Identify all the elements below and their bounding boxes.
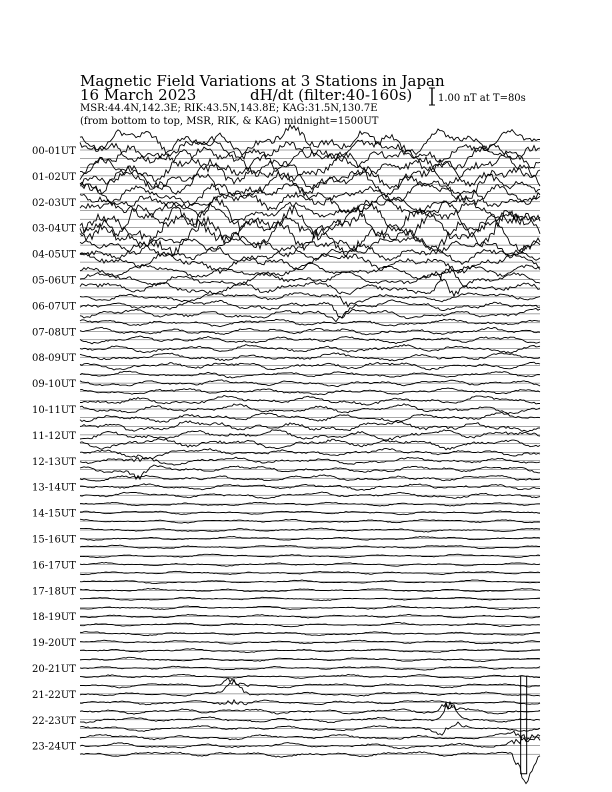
trace-rik (80, 327, 540, 335)
scale-label: 1.00 nT at T=80s (438, 93, 526, 104)
hour-label: 21-22UT (32, 689, 76, 701)
trace-kag (80, 678, 540, 688)
hour-label: 02-03UT (32, 197, 76, 209)
trace-rik (80, 272, 540, 297)
scale-bar (429, 88, 435, 105)
trace-rik (80, 404, 540, 414)
trace-kag (80, 125, 540, 156)
hour-label: 01-02UT (32, 171, 76, 183)
hour-label: 12-13UT (32, 456, 76, 468)
trace-kag (80, 475, 540, 481)
trace-msr (80, 439, 540, 450)
trace-msr (80, 752, 540, 784)
trace-rik (80, 484, 540, 491)
trace-rik (80, 666, 540, 670)
trace-rik (80, 300, 540, 318)
trace-msr (80, 388, 540, 395)
hour-label: 16-17UT (32, 560, 76, 572)
trace-rik (80, 353, 540, 361)
station-coordinates: MSR:44.4N,142.3E; RIK:43.5N,143.8E; KAG:31.5N,130.7E (80, 103, 378, 114)
hour-label: 06-07UT (32, 301, 76, 313)
trace-rik (80, 511, 540, 515)
hour-label: 11-12UT (32, 430, 76, 442)
hour-label: 09-10UT (32, 379, 76, 391)
trace-kag (80, 238, 540, 257)
hour-label: 03-04UT (32, 223, 76, 235)
hour-label: 05-06UT (32, 275, 76, 287)
trace-msr (80, 252, 540, 273)
end-spike (521, 676, 527, 774)
hour-label-group (32, 146, 76, 753)
hour-label: 18-19UT (32, 612, 76, 624)
trace-rik (80, 190, 540, 216)
hour-label: 04-05UT (32, 249, 76, 261)
trace-rik (80, 588, 540, 591)
trace-kag (80, 731, 540, 741)
hour-label: 15-16UT (32, 534, 76, 546)
trace-msr (80, 722, 540, 735)
hour-label: 20-21UT (32, 664, 76, 675)
trace-kag (80, 396, 540, 406)
date-label: 16 March 2023 (80, 86, 197, 104)
hour-label: 19-20UT (32, 638, 76, 650)
hour-label: 13-14UT (32, 482, 76, 494)
trace-group (80, 125, 540, 784)
hour-label: 08-09UT (32, 353, 76, 365)
trace-msr (80, 362, 540, 370)
trace-msr (80, 308, 540, 321)
hour-label: 07-08UT (32, 327, 76, 339)
trace-rik (80, 679, 540, 696)
hour-label: 00-01UT (32, 146, 76, 157)
quantity-label: dH/dt (filter:40-160s) (250, 86, 413, 104)
hour-label: 10-11UT (32, 405, 76, 416)
chart-title: Magnetic Field Variations at 3 Stations in Japan (80, 72, 445, 90)
trace-msr (80, 195, 540, 223)
hour-label: 14-15UT (32, 508, 76, 520)
station-order-note: (from bottom to top, MSR, RIK, & KAG) midnight=1500UT (80, 116, 379, 127)
hour-label: 17-18UT (32, 586, 76, 598)
hour-label: 22-23UT (32, 715, 76, 727)
trace-rik (80, 735, 540, 749)
trace-msr (80, 545, 540, 548)
trace-msr (80, 412, 540, 422)
hour-label: 23-24UT (32, 741, 76, 753)
